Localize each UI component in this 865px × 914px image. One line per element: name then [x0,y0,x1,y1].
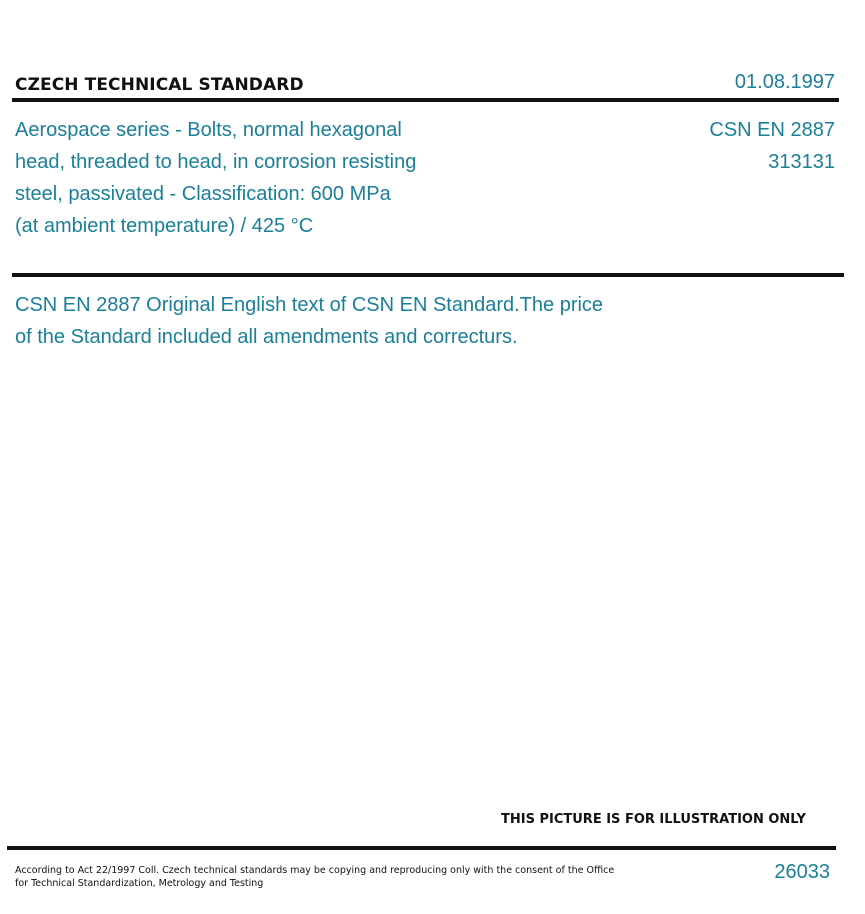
publication-date: 01.08.1997 [734,71,835,93]
document-id: 26033 [774,861,830,883]
standard-title-line: steel, passivated - Classification: 600 MPa [15,183,391,205]
standard-title-line: head, threaded to head, in corrosion resisting [15,151,417,173]
document-heading: CZECH TECHNICAL STANDARD [15,75,304,95]
standard-title [15,114,485,242]
header-divider [12,98,839,102]
standard-identifiers [709,114,835,178]
section-divider [12,273,844,277]
standard-title-line: Aerospace series - Bolts, normal hexagonal [15,119,402,141]
standard-title-line: (at ambient temperature) / 425 °C [15,215,314,237]
legal-notice [15,864,614,890]
legal-notice-line: According to Act 22/1997 Coll. Czech technical standards may be copying and reproducing only with the consent of the Office [15,865,615,876]
legal-notice-line: for Technical Standardization, Metrology and Testing [15,878,264,889]
standard-code: CSN EN 2887 [709,119,835,141]
illustration-disclaimer: THIS PICTURE IS FOR ILLUSTRATION ONLY [501,812,806,827]
footer-divider [7,846,836,850]
description-line: of the Standard included all amendments and correcturs. [15,326,518,348]
description-line: CSN EN 2887 Original English text of CSN EN Standard.The price [15,294,604,316]
catalog-number: 313131 [768,151,835,173]
standard-description [15,289,735,353]
